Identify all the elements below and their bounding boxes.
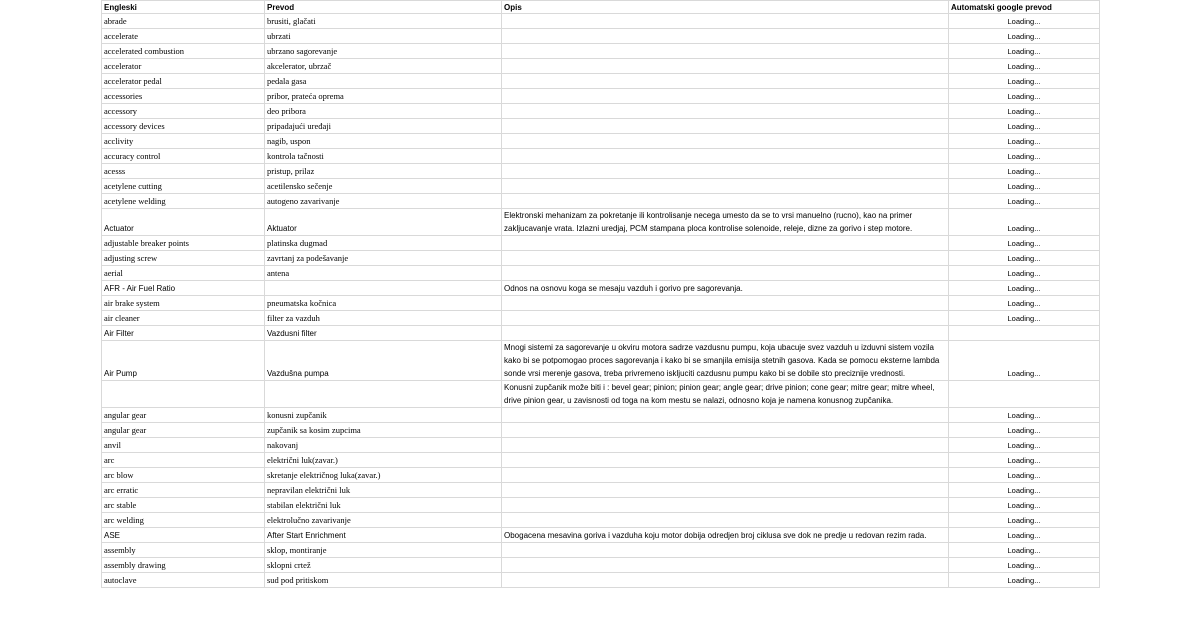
cell-english: accelerated combustion: [102, 44, 265, 59]
cell-translation: pribor, prateća oprema: [265, 89, 502, 104]
cell-description: [502, 14, 949, 29]
table-row: [102, 296, 1100, 311]
table-row: [102, 341, 1100, 381]
table-row: [102, 14, 1100, 29]
table-row: [102, 528, 1100, 543]
cell-auto-translation: Loading...: [949, 296, 1100, 311]
cell-english: acetylene cutting: [102, 179, 265, 194]
cell-description: [502, 134, 949, 149]
table-row: [102, 438, 1100, 453]
cell-translation: [265, 281, 502, 296]
cell-english: assembly drawing: [102, 558, 265, 573]
cell-english: arc welding: [102, 513, 265, 528]
cell-description: [502, 164, 949, 179]
table-row: [102, 543, 1100, 558]
table-row: [102, 104, 1100, 119]
cell-translation: brusiti, glačati: [265, 14, 502, 29]
table-row: [102, 236, 1100, 251]
cell-translation: platinska dugmad: [265, 236, 502, 251]
table-row: [102, 164, 1100, 179]
table-row: [102, 89, 1100, 104]
cell-auto-translation: Loading...: [949, 89, 1100, 104]
cell-translation: filter za vazduh: [265, 311, 502, 326]
cell-auto-translation: Loading...: [949, 558, 1100, 573]
cell-auto-translation: Loading...: [949, 29, 1100, 44]
cell-description: [502, 194, 949, 209]
cell-translation: pneumatska kočnica: [265, 296, 502, 311]
table-row: [102, 266, 1100, 281]
cell-english: abrade: [102, 14, 265, 29]
cell-translation: ubrzano sagorevanje: [265, 44, 502, 59]
cell-description: [502, 468, 949, 483]
cell-translation: konusni zupčanik: [265, 408, 502, 423]
cell-english: Air Pump: [102, 341, 265, 381]
cell-translation: autogeno zavarivanje: [265, 194, 502, 209]
cell-english: AFR - Air Fuel Ratio: [102, 281, 265, 296]
cell-translation: Vazdusni filter: [265, 326, 502, 341]
cell-auto-translation: Loading...: [949, 164, 1100, 179]
header-row: [102, 1, 1100, 14]
cell-auto-translation: Loading...: [949, 341, 1100, 381]
cell-description: [502, 311, 949, 326]
cell-translation: sklop, montiranje: [265, 543, 502, 558]
cell-auto-translation: Loading...: [949, 573, 1100, 588]
cell-translation: zupčanik sa kosim zupcima: [265, 423, 502, 438]
cell-description: [502, 326, 949, 341]
table-row: [102, 281, 1100, 296]
cell-translation: acetilensko sečenje: [265, 179, 502, 194]
cell-auto-translation: Loading...: [949, 251, 1100, 266]
cell-english: acclivity: [102, 134, 265, 149]
cell-translation: nagib, uspon: [265, 134, 502, 149]
cell-translation: After Start Enrichment: [265, 528, 502, 543]
cell-translation: pedala gasa: [265, 74, 502, 89]
cell-translation: elektrolučno zavarivanje: [265, 513, 502, 528]
table-row: [102, 408, 1100, 423]
cell-description: Konusni zupčanik može biti i : bevel gear; pinion; pinion gear; angle gear; drive pinion; cone gear; mitre gear; mitre wheel, drive pinion gear, u zavisnosti od toga na kom mestu se nalazi, odnosno koja je namena konusnog zupčanika.: [502, 381, 949, 408]
table-row: [102, 74, 1100, 89]
cell-translation: zavrtanj za podešavanje: [265, 251, 502, 266]
table-row: [102, 326, 1100, 341]
cell-auto-translation: [949, 326, 1100, 341]
cell-translation: akcelerator, ubrzač: [265, 59, 502, 74]
table-row: [102, 59, 1100, 74]
cell-description: [502, 543, 949, 558]
cell-auto-translation: Loading...: [949, 281, 1100, 296]
cell-english: acetylene welding: [102, 194, 265, 209]
cell-english: Actuator: [102, 209, 265, 236]
cell-english: [102, 381, 265, 408]
cell-auto-translation: Loading...: [949, 209, 1100, 236]
cell-translation: električni luk(zavar.): [265, 453, 502, 468]
table-row: [102, 381, 1100, 408]
cell-translation: nepravilan električni luk: [265, 483, 502, 498]
cell-description: [502, 59, 949, 74]
cell-description: [502, 483, 949, 498]
cell-translation: skretanje električnog luka(zavar.): [265, 468, 502, 483]
cell-english: arc stable: [102, 498, 265, 513]
cell-description: [502, 89, 949, 104]
cell-translation: kontrola tačnosti: [265, 149, 502, 164]
cell-description: [502, 44, 949, 59]
header-auto-translation: Automatski google prevod: [949, 1, 1100, 14]
table-row: [102, 423, 1100, 438]
table-row: [102, 573, 1100, 588]
cell-english: ASE: [102, 528, 265, 543]
cell-auto-translation: Loading...: [949, 74, 1100, 89]
cell-auto-translation: Loading...: [949, 236, 1100, 251]
cell-translation: pristup, prilaz: [265, 164, 502, 179]
header-english: Engleski: [102, 1, 265, 14]
cell-description: Elektronski mehanizam za pokretanje ili kontrolisanje necega umesto da se to vrsi manuelno (rucno), kao na primer zakljucavanje vrata. Izlazni uredjaj, PCM stampana ploca kontrolise solenoide, releje, dizne za gorivo i step motore.: [502, 209, 949, 236]
cell-auto-translation: Loading...: [949, 179, 1100, 194]
cell-description: [502, 179, 949, 194]
cell-auto-translation: Loading...: [949, 483, 1100, 498]
glossary-spreadsheet: [101, 0, 1100, 588]
cell-auto-translation: Loading...: [949, 104, 1100, 119]
cell-description: [502, 438, 949, 453]
cell-description: [502, 498, 949, 513]
table-row: [102, 558, 1100, 573]
cell-description: [502, 558, 949, 573]
cell-translation: sklopni crtež: [265, 558, 502, 573]
cell-english: accessories: [102, 89, 265, 104]
table-row: [102, 149, 1100, 164]
cell-auto-translation: Loading...: [949, 119, 1100, 134]
cell-english: accelerate: [102, 29, 265, 44]
cell-english: air cleaner: [102, 311, 265, 326]
cell-auto-translation: Loading...: [949, 149, 1100, 164]
cell-auto-translation: Loading...: [949, 468, 1100, 483]
cell-auto-translation: Loading...: [949, 543, 1100, 558]
cell-description: [502, 29, 949, 44]
cell-translation: stabilan električni luk: [265, 498, 502, 513]
cell-description: [502, 453, 949, 468]
cell-description: [502, 513, 949, 528]
cell-description: [502, 573, 949, 588]
table-row: [102, 179, 1100, 194]
cell-auto-translation: [949, 381, 1100, 408]
cell-auto-translation: Loading...: [949, 194, 1100, 209]
cell-translation: antena: [265, 266, 502, 281]
cell-description: [502, 266, 949, 281]
cell-auto-translation: Loading...: [949, 311, 1100, 326]
cell-english: Air Filter: [102, 326, 265, 341]
cell-translation: Aktuator: [265, 209, 502, 236]
cell-description: [502, 236, 949, 251]
cell-translation: deo pribora: [265, 104, 502, 119]
cell-english: acesss: [102, 164, 265, 179]
cell-description: Obogacena mesavina goriva i vazduha koju motor dobija odredjen broj ciklusa sve dok ne predje u redovan rezim rada.: [502, 528, 949, 543]
cell-auto-translation: Loading...: [949, 438, 1100, 453]
cell-english: arc: [102, 453, 265, 468]
cell-auto-translation: Loading...: [949, 423, 1100, 438]
cell-description: Mnogi sistemi za sagorevanje u okviru motora sadrze vazdusnu pumpu, koja ubacuje svez vazduh u izduvni sistem vozila kako bi se potpomogao proces sagorevanja i kako bi se smanjila emisija stetnih gasova. Kada se pomocu eksterne lambda sonde vrsi merenje gasova, treba privremeno iskljuciti cazdusnu pumpu kako bi se dobile sto preciznije vrednosti.: [502, 341, 949, 381]
cell-auto-translation: Loading...: [949, 44, 1100, 59]
table-row: [102, 29, 1100, 44]
table-row: [102, 251, 1100, 266]
cell-description: [502, 149, 949, 164]
cell-english: accuracy control: [102, 149, 265, 164]
table-row: [102, 194, 1100, 209]
table-row: [102, 119, 1100, 134]
cell-english: air brake system: [102, 296, 265, 311]
cell-description: [502, 104, 949, 119]
cell-english: accelerator: [102, 59, 265, 74]
cell-auto-translation: Loading...: [949, 59, 1100, 74]
cell-auto-translation: Loading...: [949, 14, 1100, 29]
cell-english: aerial: [102, 266, 265, 281]
cell-english: arc erratic: [102, 483, 265, 498]
cell-auto-translation: Loading...: [949, 408, 1100, 423]
table-row: [102, 453, 1100, 468]
cell-english: anvil: [102, 438, 265, 453]
table-row: [102, 311, 1100, 326]
cell-description: [502, 251, 949, 266]
table-row: [102, 483, 1100, 498]
cell-description: [502, 74, 949, 89]
table-row: [102, 209, 1100, 236]
cell-english: arc blow: [102, 468, 265, 483]
cell-translation: ubrzati: [265, 29, 502, 44]
cell-auto-translation: Loading...: [949, 528, 1100, 543]
cell-translation: Vazdušna pumpa: [265, 341, 502, 381]
cell-description: [502, 296, 949, 311]
cell-description: [502, 119, 949, 134]
cell-english: autoclave: [102, 573, 265, 588]
header-description: Opis: [502, 1, 949, 14]
table-row: [102, 468, 1100, 483]
cell-translation: [265, 381, 502, 408]
cell-auto-translation: Loading...: [949, 134, 1100, 149]
table-row: [102, 498, 1100, 513]
cell-english: adjusting screw: [102, 251, 265, 266]
cell-translation: sud pod pritiskom: [265, 573, 502, 588]
cell-english: accessory devices: [102, 119, 265, 134]
cell-english: assembly: [102, 543, 265, 558]
cell-english: accessory: [102, 104, 265, 119]
cell-translation: pripadajući uređaji: [265, 119, 502, 134]
cell-auto-translation: Loading...: [949, 453, 1100, 468]
cell-english: angular gear: [102, 408, 265, 423]
table-row: [102, 44, 1100, 59]
cell-description: [502, 408, 949, 423]
cell-auto-translation: Loading...: [949, 513, 1100, 528]
cell-translation: nakovanj: [265, 438, 502, 453]
table-body: [102, 14, 1100, 588]
cell-english: angular gear: [102, 423, 265, 438]
cell-auto-translation: Loading...: [949, 498, 1100, 513]
cell-english: accelerator pedal: [102, 74, 265, 89]
cell-auto-translation: Loading...: [949, 266, 1100, 281]
header-translation: Prevod: [265, 1, 502, 14]
cell-description: [502, 423, 949, 438]
cell-description: Odnos na osnovu koga se mesaju vazduh i gorivo pre sagorevanja.: [502, 281, 949, 296]
table-row: [102, 513, 1100, 528]
cell-english: adjustable breaker points: [102, 236, 265, 251]
table-row: [102, 134, 1100, 149]
